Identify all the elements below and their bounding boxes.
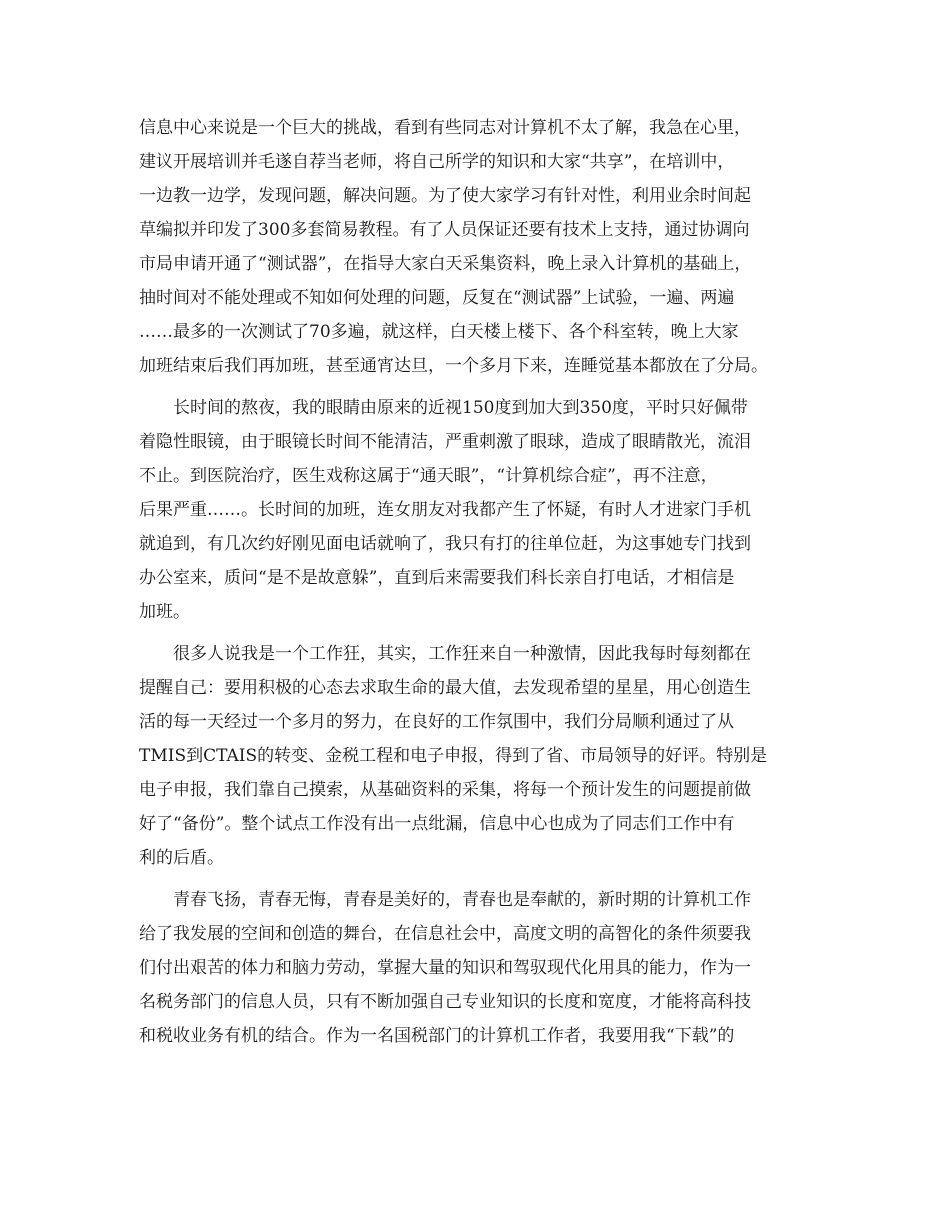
- text-line: 好了“备份”。整个试点工作没有出一点纰漏，信息中心也成为了同志们工作中有: [139, 814, 735, 834]
- text-line: 很多人说我是一个工作狂，其实，工作狂来自一种激情，因此我每时每刻都在: [173, 644, 751, 664]
- text-line: 抽时间对不能处理或不知如何处理的问题，反复在“测试器”上试验，一遍、两遍: [139, 288, 735, 308]
- text-line: 加班结束后我们再加班，甚至通宵达旦，一个多月下来，连睡觉基本都放在了分局。: [139, 356, 768, 376]
- text-line: 信息中心来说是一个巨大的挑战，看到有些同志对计算机不太了解，我急在心里，: [139, 118, 751, 138]
- text-line: 和税收业务有机的结合。作为一名国税部门的计算机工作者，我要用我“下载”的: [139, 1026, 735, 1046]
- text-line: 建议开展培训并毛遂自荐当老师，将自己所学的知识和大家“共享”，在培训中，: [139, 152, 735, 172]
- text-line: TMIS到CTAIS的转变、金税工程和电子申报，得到了省、市局领导的好评。特别是: [139, 746, 768, 766]
- text-line: 电子申报，我们靠自己摸索，从基础资料的采集，将每一个预计发生的问题提前做: [139, 780, 751, 800]
- text-line: 提醒自己：要用积极的心态去求取生命的最大值，去发现希望的星星，用心创造生: [139, 678, 751, 698]
- text-line: 后果严重……。长时间的加班，连女朋友对我都产生了怀疑，有时人才进家门手机: [139, 500, 751, 520]
- text-line: 利的后盾。: [139, 848, 224, 868]
- text-line: 办公室来，质问“是不是故意躲”，直到后来需要我们科长亲自打电话，才相信是: [139, 568, 735, 588]
- text-line: 一边教一边学，发现问题，解决问题。为了使大家学习有针对性，利用业余时间起: [139, 186, 751, 206]
- text-line: 不止。到医院治疗，医生戏称这属于“通天眼”，“计算机综合症”，再不注意，: [139, 466, 718, 486]
- text-line: 名税务部门的信息人员，只有不断加强自己专业知识的长度和宽度，才能将高科技: [139, 992, 751, 1012]
- text-line: 着隐性眼镜，由于眼镜长时间不能清洁，严重刺激了眼球，造成了眼睛散光，流泪: [139, 432, 751, 452]
- text-line: 们付出艰苦的体力和脑力劳动，掌握大量的知识和驾驭现代化用具的能力，作为一: [139, 958, 751, 978]
- text-line: 市局申请开通了“测试器”，在指导大家白天采集资料，晚上录入计算机的基础上，: [139, 254, 752, 274]
- text-line: 加班。: [139, 602, 190, 622]
- text-line: 活的每一天经过一个多月的努力，在良好的工作氛围中，我们分局顺利通过了从: [139, 712, 734, 732]
- text-line: 给了我发展的空间和创造的舞台，在信息社会中，高度文明的高智化的条件须要我: [139, 924, 751, 944]
- text-line: 青春飞扬，青春无悔，青春是美好的，青春也是奉献的，新时期的计算机工作: [173, 890, 751, 910]
- text-line: 长时间的熬夜，我的眼睛由原来的近视150度到加大到350度，平时只好佩带: [173, 398, 748, 418]
- text-line: 就追到，有几次约好刚见面电话就响了，我只有打的往单位赶，为这事她专门找到: [139, 534, 751, 554]
- text-line: ……最多的一次测试了70多遍，就这样，白天楼上楼下、各个科室转，晚上大家: [139, 322, 739, 342]
- text-line: 草编拟并印发了300多套简易教程。有了人员保证还要有技术上支持，通过协调向: [139, 220, 750, 240]
